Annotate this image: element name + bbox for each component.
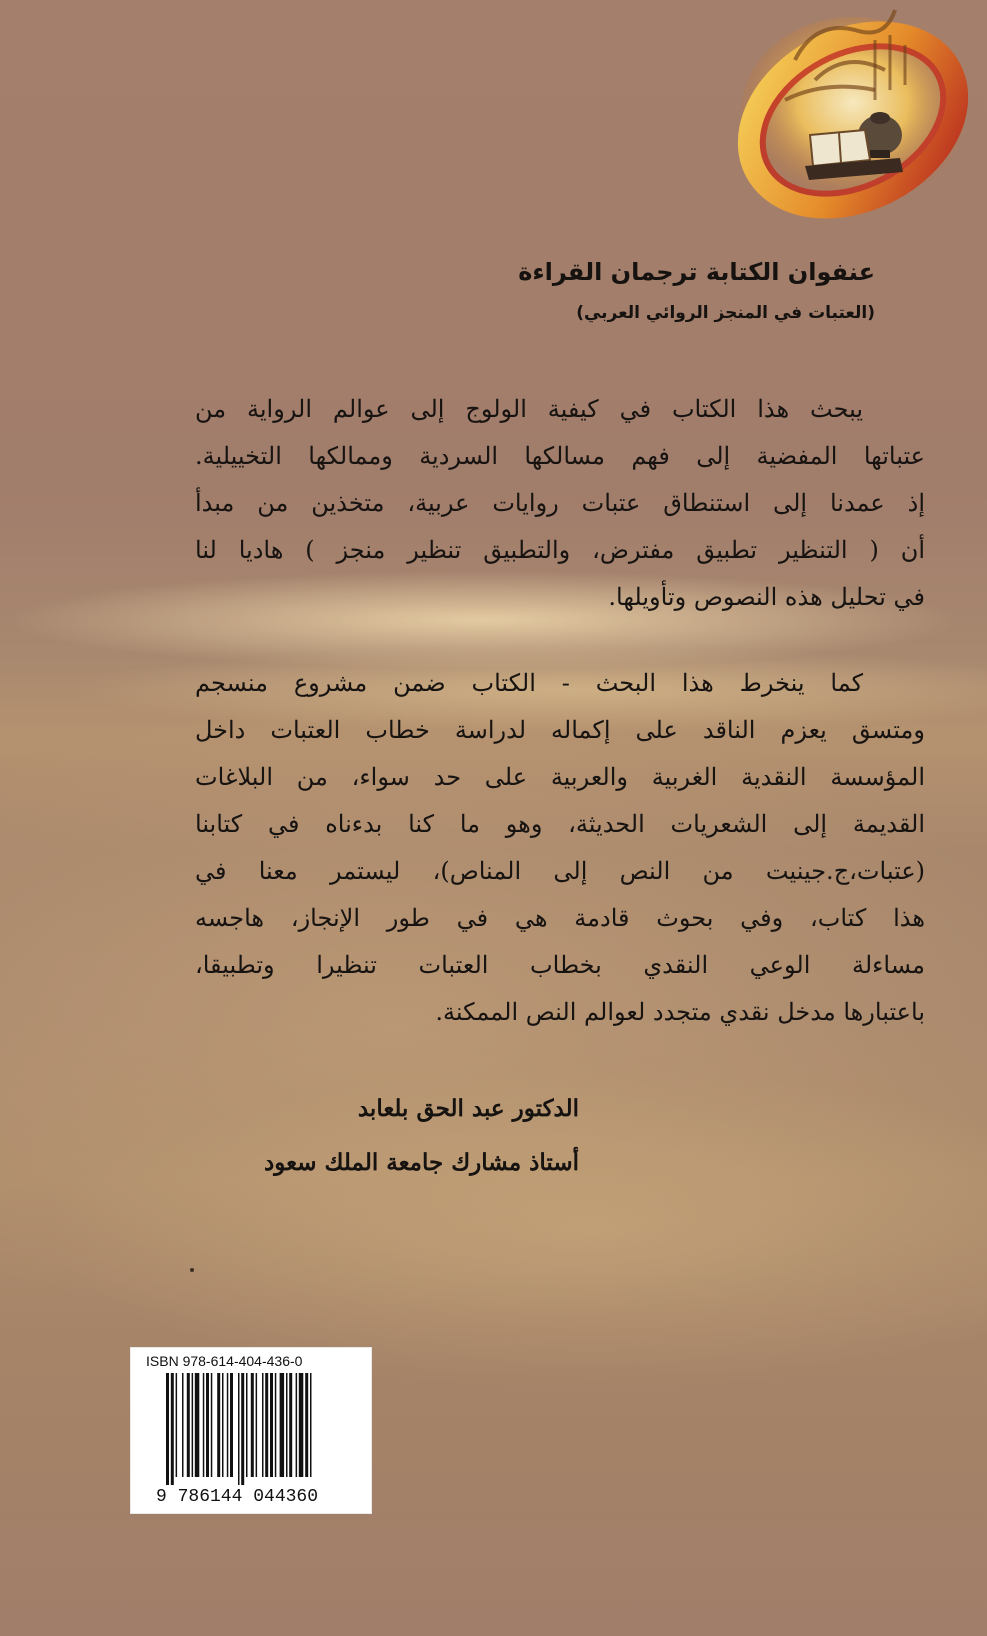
barcode-bar — [280, 1373, 285, 1477]
barcode-bar — [230, 1373, 233, 1477]
barcode-bar — [203, 1373, 205, 1477]
body-line: أن ( التنظير تطبيق مفترض، والتطبيق تنظير منجز ) هاديا لنا — [195, 536, 925, 564]
body-paragraph-1 — [195, 386, 925, 621]
barcode-bar — [265, 1373, 268, 1477]
barcode-bar — [182, 1373, 184, 1477]
body-line: ومتسق يعزم الناقد على إكماله لدراسة خطاب العتبات داخل — [195, 716, 925, 744]
body-line: القديمة إلى الشعريات الحديثة، وهو ما كنا بدءناه في كتابنا — [195, 810, 925, 838]
barcode-bar — [256, 1373, 258, 1477]
author-name: الدكتور عبد الحق بلعابد — [357, 1095, 579, 1122]
barcode-bar — [238, 1373, 240, 1485]
barcode-bar — [241, 1373, 244, 1485]
isbn-label: ISBN 978-614-404-436-0 — [146, 1353, 303, 1369]
book-title: عنفوان الكتابة ترجمان القراءة — [518, 258, 875, 286]
body-line: مساءلة الوعي النقدي بخطاب العتبات تنظيرا وتطبيقا، — [195, 951, 925, 979]
barcode-bar — [206, 1373, 209, 1477]
barcode-bar — [299, 1373, 304, 1477]
body-line: المؤسسة النقدية الغربية والعربية على حد سواء، من البلاغات — [195, 763, 925, 791]
barcode-bar — [217, 1373, 220, 1477]
calligraphy-emblem-icon — [725, 0, 975, 240]
barcode-panel — [130, 1347, 372, 1514]
body-line: يبحث هذا الكتاب في كيفية الولوج إلى عوالم الرواية من — [195, 395, 863, 423]
body-line: باعتبارها مدخل نقدي متجدد لعوالم النص الممكنة. — [435, 998, 925, 1026]
barcode-digits: 9 786144 044360 — [156, 1487, 319, 1505]
body-paragraph-2 — [195, 660, 925, 1036]
book-subtitle: (العتبات في المنجز الروائي العربي) — [576, 303, 875, 323]
body-line: هذا كتاب، وفي بحوث قادمة هي في طور الإنجاز، هاجسه — [195, 904, 926, 932]
barcode-bar — [171, 1373, 174, 1485]
barcode-bar — [305, 1373, 308, 1477]
barcode-bar — [289, 1373, 292, 1477]
decorative-dot — [190, 1268, 194, 1272]
barcode-bar — [286, 1373, 288, 1477]
barcode-bar — [176, 1373, 178, 1477]
barcode-bar — [192, 1373, 194, 1477]
barcode-bar — [246, 1373, 248, 1477]
barcode-bar — [187, 1373, 190, 1477]
barcode-icon — [156, 1373, 361, 1505]
body-line: إذ عمدنا إلى استنطاق عتبات روايات عربية، متخذين من مبدأ — [195, 489, 925, 517]
barcode-bar — [270, 1373, 273, 1477]
body-line: عتباتها المفضية إلى فهم مسالكها السردية وممالكها التخييلية. — [195, 442, 925, 470]
author-position: أستاذ مشارك جامعة الملك سعود — [264, 1149, 579, 1176]
barcode-bar — [211, 1373, 213, 1477]
barcode-bar — [275, 1373, 277, 1477]
barcode-bar — [262, 1373, 264, 1477]
barcode-bar — [296, 1373, 298, 1477]
body-line: (عتبات،ج.جينيت من النص إلى المناص)، ليستمر معنا في — [195, 857, 925, 885]
barcode-bar — [195, 1373, 200, 1477]
barcode-bar — [227, 1373, 229, 1477]
body-line: في تحليل هذه النصوص وتأويلها. — [608, 583, 925, 611]
barcode-bar — [166, 1373, 169, 1485]
barcode-bar — [251, 1373, 254, 1477]
body-line: كما ينخرط هذا البحث - الكتاب ضمن مشروع منسجم — [195, 669, 863, 697]
barcode-bar — [222, 1373, 224, 1477]
barcode-bar — [310, 1373, 312, 1477]
